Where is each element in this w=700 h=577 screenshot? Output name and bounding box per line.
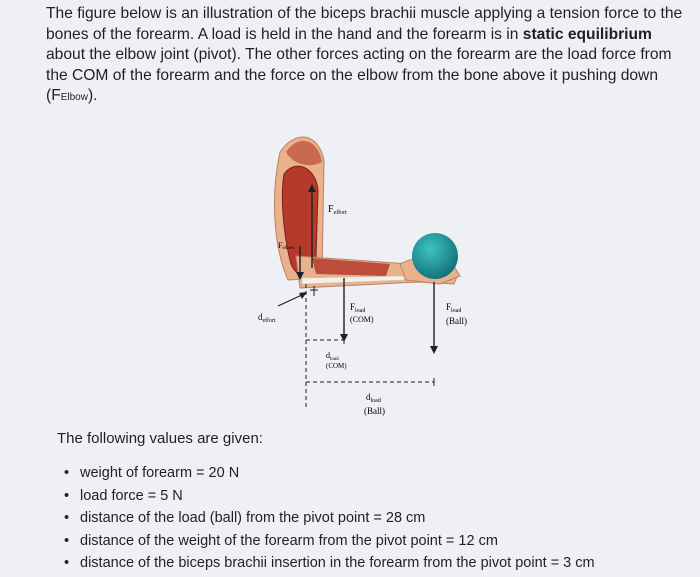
d-load-ball-label: $d_{load}$	[366, 392, 381, 404]
d-effort-label: $d_{effort}$	[258, 312, 276, 324]
d-load-com-sub-label: (COM)	[326, 362, 347, 370]
list-item: • weight of forearm = 20 N	[58, 462, 595, 485]
f-effort-label: $F_{effort}$	[328, 204, 347, 216]
ball	[412, 233, 458, 279]
intro-text-2: about the elbow joint (pivot). The other forces acting on the forearm are the load force from the COM of the forearm and the force on the elbow from the bone above it pushing down (F	[46, 46, 672, 105]
list-item: • distance of the biceps brachii insertion in the forearm from the pivot point = 3 cm	[58, 552, 595, 575]
f-load-com-sub-label: (COM)	[350, 315, 374, 324]
list-item: • load force = 5 N	[58, 485, 595, 508]
list-item: • distance of the load (ball) from the pivot point = 28 cm	[58, 507, 595, 530]
f-elbow-label: Felbow	[278, 241, 295, 251]
d-load-com-label: $d_{load}$	[326, 351, 339, 362]
intro-text-3: ).	[87, 87, 98, 105]
biceps-forearm-illustration	[240, 128, 500, 428]
given-values-list	[58, 462, 595, 575]
f-load-com-label: $F_{load}$	[350, 302, 366, 314]
given-heading: The following values are given:	[57, 430, 263, 447]
f-load-ball-sub-label: (Ball)	[446, 316, 467, 326]
problem-description	[46, 4, 686, 109]
list-item: • distance of the weight of the forearm from the pivot point = 12 cm	[58, 530, 595, 553]
d-effort-arrow	[278, 294, 304, 306]
d-load-ball-sub-label: (Ball)	[364, 406, 385, 416]
f-load-ball-arrowhead	[430, 346, 438, 354]
intro-subscript: Elbow	[60, 92, 88, 104]
intro-bold-term: static equilibrium	[522, 25, 652, 43]
intro-text-1: The figure below is an illustration of the biceps brachii muscle applying a tension force to the bones of the forearm. A load is held in the hand and the forearm is in	[46, 5, 683, 43]
f-load-ball-label: $F_{load}$	[446, 302, 462, 314]
